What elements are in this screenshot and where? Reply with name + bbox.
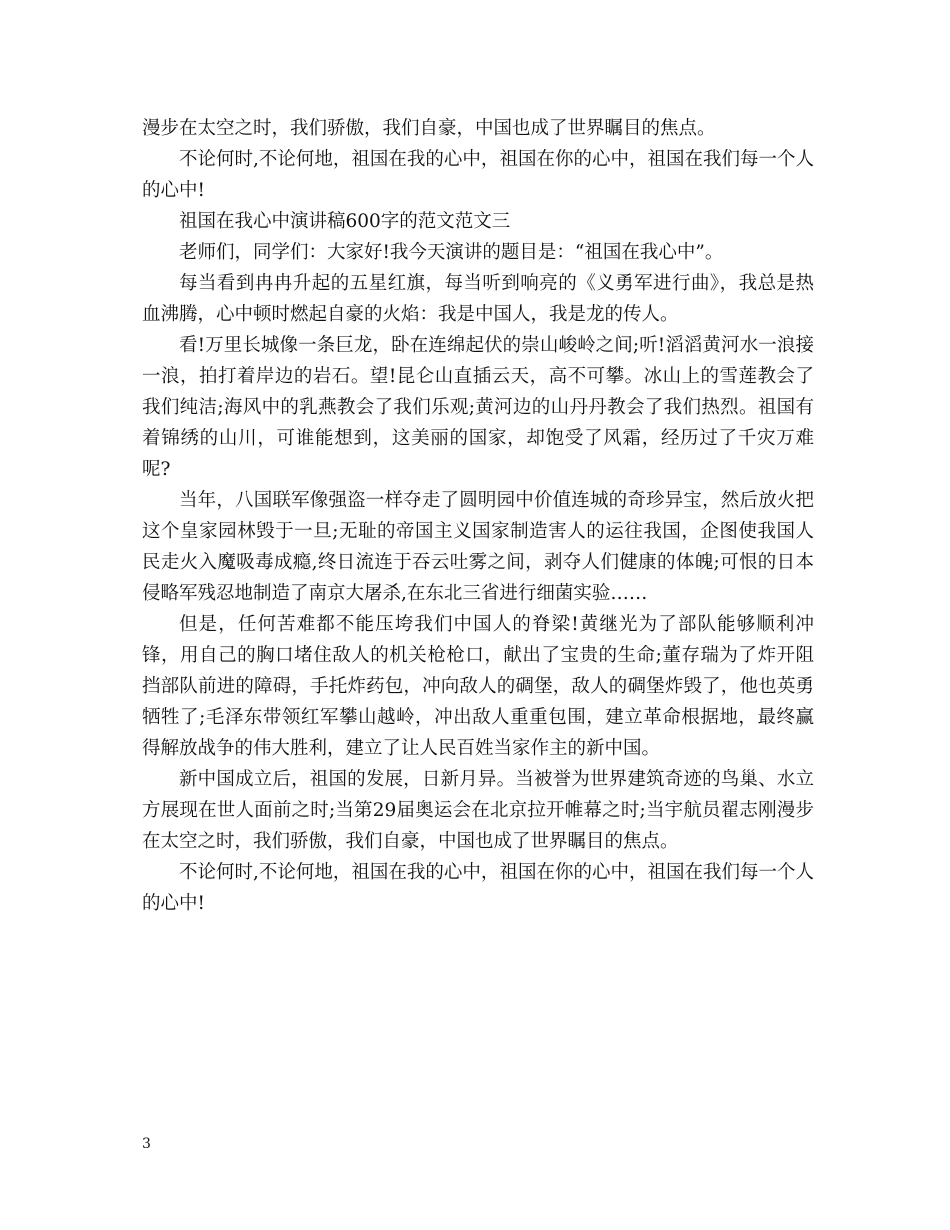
paragraph: 当年，八国联军像强盗一样夺走了圆明园中价值连城的奇珍异宝，然后放火把这个皇家园林毁于一旦;无耻的帝国主义国家制造害人的运往我国，企图使我国人民走火入魔吸毒成瘾,终日流连于吞云吐雾之间，剥夺人们健康的体魄;可恨的日本侵略军残忍地制造了南京大屠杀,在东北三省进行细菌实验…… <box>142 490 814 604</box>
paragraph: 不论何时,不论何地，祖国在我的心中，祖国在你的心中，祖国在我们每一个人的心中! <box>142 862 814 914</box>
paragraph: 看!万里长城像一条巨龙，卧在连绵起伏的崇山峻岭之间;听!滔滔黄河水一浪接一浪，拍打着岸边的岩石。望!昆仑山直插云天，高不可攀。冰山上的雪莲教会了我们纯洁;海风中的乳燕教会了我们乐观;黄河边的山丹丹教会了我们热烈。祖国有着锦绣的山川，可谁能想到，这美丽的国家，却饱受了风霜，经历过了千灾万难呢? <box>142 335 814 480</box>
page-number: 3 <box>142 1136 151 1152</box>
paragraph: 不论何时,不论何地，祖国在我的心中，祖国在你的心中，祖国在我们每一个人的心中! <box>142 149 814 201</box>
paragraph: 漫步在太空之时，我们骄傲，我们自豪，中国也成了世界瞩目的焦点。 <box>142 118 716 139</box>
paragraph: 新中国成立后，祖国的发展，日新月异。当被誉为世界建筑奇迹的鸟巢、水立方展现在世人面前之时;当第29届奥运会在北京拉开帷幕之时;当宇航员翟志刚漫步在太空之时，我们骄傲，我们自豪，中国也成了世界瞩目的焦点。 <box>142 769 814 852</box>
body-text <box>142 113 814 919</box>
section-heading: 祖国在我心中演讲稿600字的范文范文三 <box>179 211 511 232</box>
paragraph: 老师们，同学们：大家好!我今天演讲的题目是：“祖国在我心中”。 <box>179 242 724 263</box>
paragraph: 每当看到冉冉升起的五星红旗，每当听到响亮的《义勇军进行曲》，我总是热血沸腾，心中顿时燃起自豪的火焰：我是中国人，我是龙的传人。 <box>142 273 814 325</box>
paragraph: 但是，任何苦难都不能压垮我们中国人的脊梁!黄继光为了部队能够顺利冲锋，用自己的胸口堵住敌人的机关枪枪口，献出了宝贵的生命;董存瑞为了炸开阻挡部队前进的障碍，手托炸药包，冲向敌人的碉堡，敌人的碉堡炸毁了，他也英勇牺牲了;毛泽东带领红军攀山越岭，冲出敌人重重包围，建立革命根据地，最终赢得解放战争的伟大胜利，建立了让人民百姓当家作主的新中国。 <box>142 614 814 759</box>
